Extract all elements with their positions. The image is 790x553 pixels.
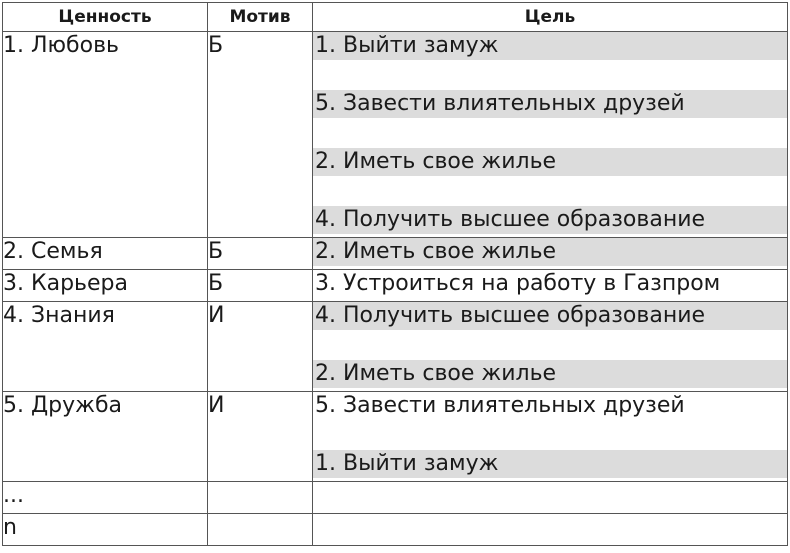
goal-cell xyxy=(313,392,788,482)
header-row xyxy=(3,3,788,32)
goal-cell xyxy=(313,302,788,392)
header-motive: Мотив xyxy=(208,3,313,32)
value-cell: 1. Любовь xyxy=(3,32,208,238)
value-cell: n xyxy=(3,514,208,546)
motive-cell: Б xyxy=(208,270,313,302)
header-goal: Цель xyxy=(313,3,788,32)
motive-cell xyxy=(208,514,313,546)
motive-cell: И xyxy=(208,302,313,392)
motive-cell xyxy=(208,482,313,514)
value-cell: 3. Карьера xyxy=(3,270,208,302)
goal-item: 4. Получить высшее образование xyxy=(313,206,787,234)
header-value: Ценность xyxy=(3,3,208,32)
table-row xyxy=(3,392,788,482)
goal-item: 2. Иметь свое жилье xyxy=(313,360,787,388)
value-cell: 5. Дружба xyxy=(3,392,208,482)
table-row xyxy=(3,270,788,302)
value-cell: 2. Семья xyxy=(3,238,208,270)
table-row xyxy=(3,482,788,514)
table-row xyxy=(3,302,788,392)
motive-cell: И xyxy=(208,392,313,482)
goal-cell xyxy=(313,270,788,302)
goal-item: 4. Получить высшее образование xyxy=(313,302,787,330)
value-cell: 4. Знания xyxy=(3,302,208,392)
goal-cell xyxy=(313,32,788,238)
goal-cell xyxy=(313,514,788,546)
goal-item: 1. Выйти замуж xyxy=(313,32,787,60)
goal-item: 2. Иметь свое жилье xyxy=(313,238,787,266)
motive-cell: Б xyxy=(208,32,313,238)
goal-item: 5. Завести влиятельных друзей xyxy=(313,90,787,118)
goal-item: 5. Завести влиятельных друзей xyxy=(315,393,685,418)
table-row xyxy=(3,514,788,546)
goal-item: 2. Иметь свое жилье xyxy=(313,148,787,176)
motive-cell: Б xyxy=(208,238,313,270)
value-cell: ... xyxy=(3,482,208,514)
values-goals-table xyxy=(2,2,788,546)
goal-cell xyxy=(313,238,788,270)
table-row xyxy=(3,32,788,238)
goal-item: 1. Выйти замуж xyxy=(313,450,787,478)
goal-item: 3. Устроиться на работу в Газпром xyxy=(315,271,721,296)
goal-cell xyxy=(313,482,788,514)
table-row xyxy=(3,238,788,270)
